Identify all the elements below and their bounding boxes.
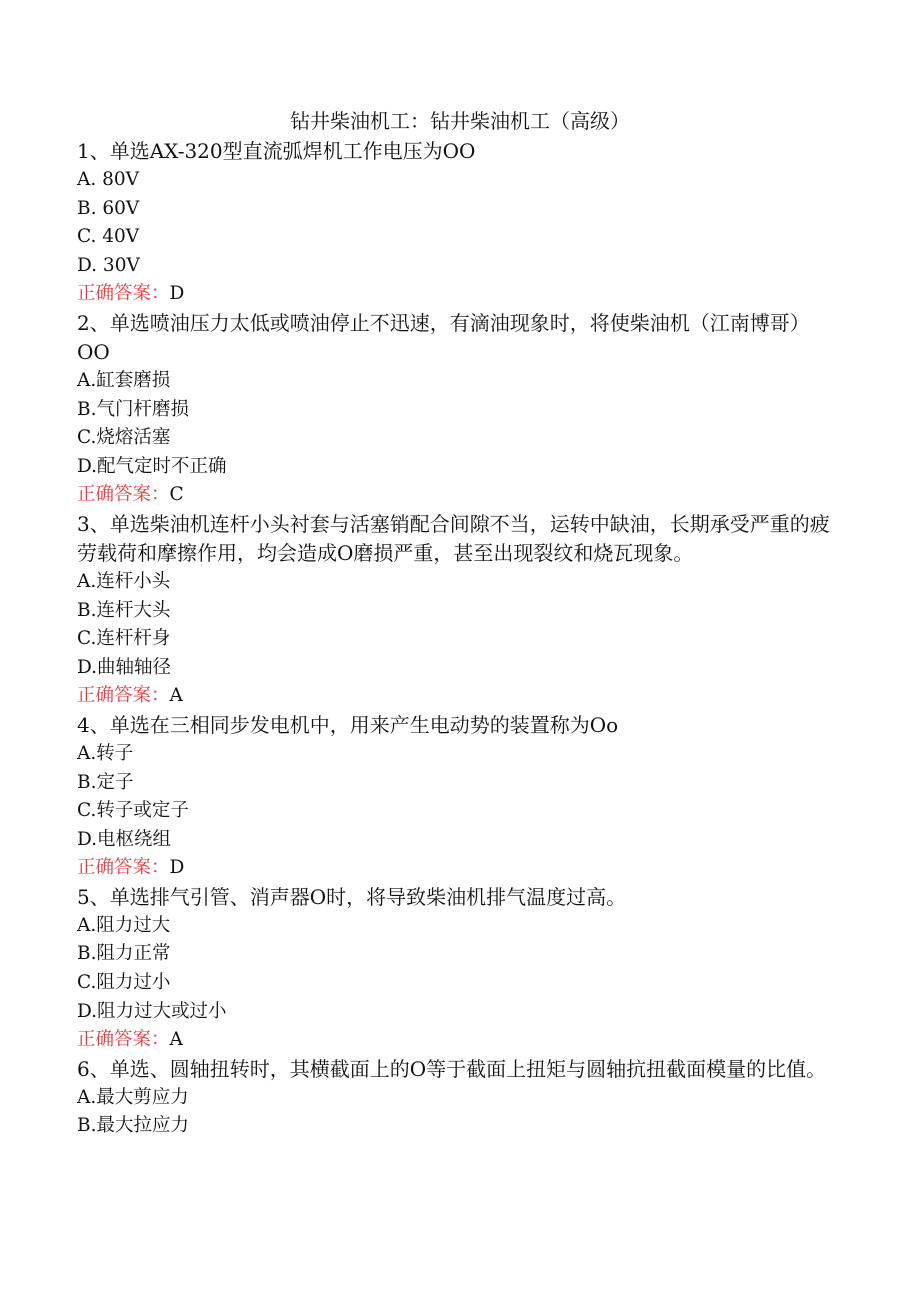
option-a: A. 80V bbox=[77, 169, 140, 190]
question-list bbox=[77, 137, 837, 1141]
answer-line bbox=[77, 1026, 837, 1055]
option-a: A.阻力过大 bbox=[77, 914, 171, 936]
answer-value: D bbox=[169, 283, 185, 305]
option-a: A.转子 bbox=[77, 742, 134, 764]
question-text: 3、单选柴油机连杆小头衬套与活塞销配合间隙不当，运转中缺油，长期承受严重的疲劳载荷和摩擦作用，均会造成O磨损严重，甚至出现裂纹和烧瓦现象。 bbox=[77, 511, 830, 565]
option-b: B.最大拉应力 bbox=[77, 1115, 189, 1137]
option-d: D. 30V bbox=[77, 254, 140, 276]
option-a: A.缸套磨损 bbox=[77, 369, 171, 391]
answer-line bbox=[77, 854, 837, 883]
option-b: B.阻力正常 bbox=[77, 943, 171, 965]
document-title: 钻井柴油机工：钻井柴油机工（高级） bbox=[290, 109, 630, 133]
answer-value: D bbox=[169, 857, 185, 879]
option-b: B.定子 bbox=[77, 771, 134, 793]
question-block bbox=[77, 137, 837, 309]
option-d: D.阻力过大或过小 bbox=[77, 1000, 227, 1022]
option-d: D.配气定时不正确 bbox=[77, 455, 227, 477]
question-block bbox=[77, 883, 837, 1055]
question-block bbox=[77, 711, 837, 883]
answer-label: 正确答案： bbox=[77, 283, 170, 305]
option-b: B.连杆大头 bbox=[77, 599, 171, 621]
option-d: D.电枢绕组 bbox=[77, 828, 172, 850]
question-block bbox=[77, 1055, 837, 1141]
option-b: B.气门杆磨损 bbox=[77, 398, 189, 420]
option-c: C.连杆杆身 bbox=[77, 628, 171, 650]
option-b: B. 60V bbox=[77, 197, 140, 219]
option-c: C.烧熔活塞 bbox=[77, 427, 171, 449]
answer-label: 正确答案： bbox=[77, 484, 170, 506]
option-a: A.连杆小头 bbox=[77, 570, 171, 592]
question-text: 1、单选AX-320型直流弧焊机工作电压为OO bbox=[77, 139, 476, 163]
answer-value: A bbox=[169, 685, 183, 707]
question-text: 5、单选排气引管、消声器O时，将导致柴油机排气温度过高。 bbox=[77, 884, 627, 909]
question-block bbox=[77, 510, 837, 711]
question-text: 6、单选、圆轴扭转时，其横截面上的O等于截面上扭矩与圆轴抗扭截面模量的比值。 bbox=[77, 1056, 827, 1081]
answer-line bbox=[77, 682, 837, 711]
answer-label: 正确答案： bbox=[77, 1029, 170, 1051]
question-text: 4、单选在三相同步发电机中，用来产生电动势的装置称为Oo bbox=[77, 712, 619, 737]
option-d: D.曲轴轴径 bbox=[77, 656, 172, 678]
answer-label: 正确答案： bbox=[77, 685, 170, 707]
option-c: C. 40V bbox=[77, 226, 140, 248]
option-c: C.转子或定子 bbox=[77, 800, 189, 822]
answer-value: A bbox=[169, 1029, 183, 1051]
answer-line bbox=[77, 481, 837, 510]
question-block bbox=[77, 309, 837, 510]
question-text: 2、单选喷油压力太低或喷油停止不迅速，有滴油现象时，将使柴油机（江南博哥）OO bbox=[77, 310, 810, 364]
option-a: A.最大剪应力 bbox=[77, 1086, 189, 1108]
option-c: C.阻力过小 bbox=[77, 972, 171, 994]
answer-value: C bbox=[169, 484, 184, 506]
answer-label: 正确答案： bbox=[77, 857, 170, 879]
answer-line bbox=[77, 280, 837, 309]
